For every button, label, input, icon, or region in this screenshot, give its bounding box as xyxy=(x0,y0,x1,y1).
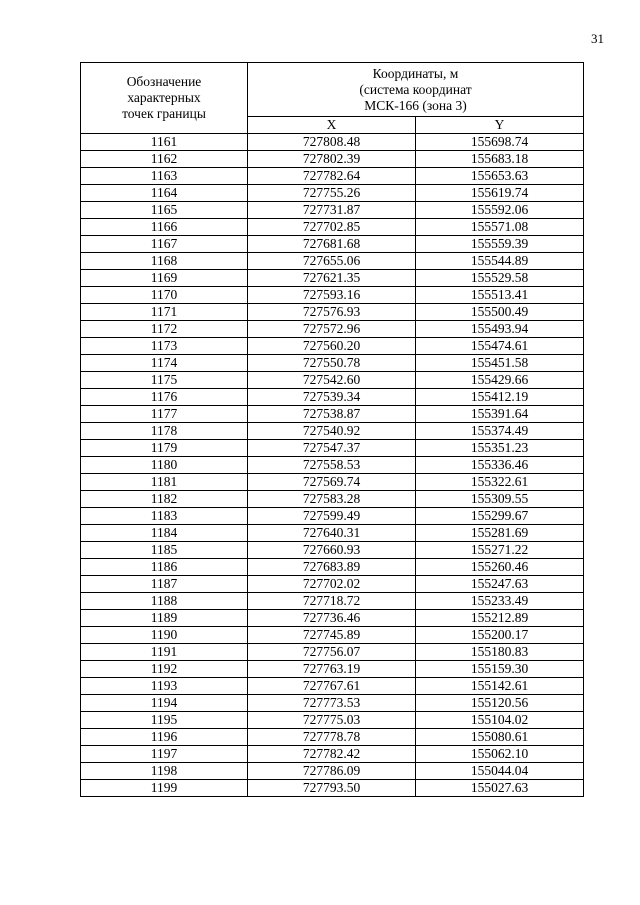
point-id-cell: 1168 xyxy=(81,253,248,270)
y-coordinate-cell: 155212.89 xyxy=(416,610,584,627)
x-coordinate-cell: 727542.60 xyxy=(248,372,416,389)
y-coordinate-cell: 155044.04 xyxy=(416,763,584,780)
y-coordinate-cell: 155544.89 xyxy=(416,253,584,270)
y-coordinate-cell: 155309.55 xyxy=(416,491,584,508)
y-coordinate-cell: 155571.08 xyxy=(416,219,584,236)
point-id-cell: 1192 xyxy=(81,661,248,678)
y-coordinate-cell: 155683.18 xyxy=(416,151,584,168)
point-id-cell: 1182 xyxy=(81,491,248,508)
point-id-cell: 1183 xyxy=(81,508,248,525)
point-id-cell: 1195 xyxy=(81,712,248,729)
x-coordinate-cell: 727755.26 xyxy=(248,185,416,202)
x-coordinate-cell: 727558.53 xyxy=(248,457,416,474)
point-id-cell: 1191 xyxy=(81,644,248,661)
y-coordinate-cell: 155513.41 xyxy=(416,287,584,304)
y-coordinate-cell: 155429.66 xyxy=(416,372,584,389)
table-row xyxy=(81,525,584,542)
x-coordinate-cell: 727681.68 xyxy=(248,236,416,253)
x-coordinate-cell: 727756.07 xyxy=(248,644,416,661)
point-id-cell: 1166 xyxy=(81,219,248,236)
y-coordinate-cell: 155142.61 xyxy=(416,678,584,695)
point-id-cell: 1175 xyxy=(81,372,248,389)
point-id-cell: 1163 xyxy=(81,168,248,185)
table-row xyxy=(81,134,584,151)
x-coordinate-cell: 727786.09 xyxy=(248,763,416,780)
x-coordinate-cell: 727702.02 xyxy=(248,576,416,593)
y-coordinate-cell: 155299.67 xyxy=(416,508,584,525)
y-coordinate-cell: 155080.61 xyxy=(416,729,584,746)
x-coordinate-cell: 727736.46 xyxy=(248,610,416,627)
y-coordinate-cell: 155260.46 xyxy=(416,559,584,576)
y-column-header: Y xyxy=(416,117,584,134)
x-coordinate-cell: 727655.06 xyxy=(248,253,416,270)
table-row xyxy=(81,219,584,236)
table-row xyxy=(81,151,584,168)
x-coordinate-cell: 727763.19 xyxy=(248,661,416,678)
point-id-cell: 1162 xyxy=(81,151,248,168)
point-id-cell: 1164 xyxy=(81,185,248,202)
x-coordinate-cell: 727731.87 xyxy=(248,202,416,219)
x-coordinate-cell: 727569.74 xyxy=(248,474,416,491)
x-coordinate-cell: 727745.89 xyxy=(248,627,416,644)
x-coordinate-cell: 727547.37 xyxy=(248,440,416,457)
x-coordinate-cell: 727718.72 xyxy=(248,593,416,610)
x-coordinate-cell: 727593.16 xyxy=(248,287,416,304)
point-id-cell: 1180 xyxy=(81,457,248,474)
coordinates-column-header xyxy=(248,63,584,117)
table-row xyxy=(81,780,584,797)
point-id-cell: 1179 xyxy=(81,440,248,457)
point-id-cell: 1171 xyxy=(81,304,248,321)
table-row xyxy=(81,304,584,321)
x-coordinate-cell: 727802.39 xyxy=(248,151,416,168)
x-coordinate-cell: 727782.64 xyxy=(248,168,416,185)
y-coordinate-cell: 155351.23 xyxy=(416,440,584,457)
x-coordinate-cell: 727778.78 xyxy=(248,729,416,746)
coordinates-table xyxy=(80,62,584,797)
y-coordinate-cell: 155322.61 xyxy=(416,474,584,491)
y-coordinate-cell: 155200.17 xyxy=(416,627,584,644)
point-id-cell: 1176 xyxy=(81,389,248,406)
x-coordinate-cell: 727808.48 xyxy=(248,134,416,151)
x-coordinate-cell: 727782.42 xyxy=(248,746,416,763)
table-row xyxy=(81,559,584,576)
y-coordinate-cell: 155180.83 xyxy=(416,644,584,661)
point-header-line: Обозначение xyxy=(126,74,202,89)
x-column-header: X xyxy=(248,117,416,134)
y-coordinate-cell: 155120.56 xyxy=(416,695,584,712)
table-row xyxy=(81,185,584,202)
coords-header-line: Координаты, м xyxy=(372,65,459,81)
point-id-cell: 1172 xyxy=(81,321,248,338)
table-row xyxy=(81,661,584,678)
table-row xyxy=(81,491,584,508)
table-row xyxy=(81,389,584,406)
y-coordinate-cell: 155027.63 xyxy=(416,780,584,797)
point-header-line: характерных xyxy=(127,90,201,105)
point-id-cell: 1167 xyxy=(81,236,248,253)
table-row xyxy=(81,287,584,304)
y-coordinate-cell: 155493.94 xyxy=(416,321,584,338)
y-coordinate-cell: 155336.46 xyxy=(416,457,584,474)
x-coordinate-cell: 727773.53 xyxy=(248,695,416,712)
x-coordinate-cell: 727599.49 xyxy=(248,508,416,525)
y-coordinate-cell: 155698.74 xyxy=(416,134,584,151)
y-coordinate-cell: 155451.58 xyxy=(416,355,584,372)
table-row xyxy=(81,338,584,355)
table-row xyxy=(81,678,584,695)
point-id-cell: 1198 xyxy=(81,763,248,780)
y-coordinate-cell: 155159.30 xyxy=(416,661,584,678)
y-coordinate-cell: 155653.63 xyxy=(416,168,584,185)
table-row xyxy=(81,457,584,474)
point-id-cell: 1177 xyxy=(81,406,248,423)
table-row xyxy=(81,593,584,610)
point-id-cell: 1173 xyxy=(81,338,248,355)
table-row xyxy=(81,542,584,559)
table-row xyxy=(81,406,584,423)
y-coordinate-cell: 155271.22 xyxy=(416,542,584,559)
table-body xyxy=(81,134,584,797)
table-row xyxy=(81,440,584,457)
table-row xyxy=(81,508,584,525)
table-row xyxy=(81,355,584,372)
y-coordinate-cell: 155062.10 xyxy=(416,746,584,763)
x-coordinate-cell: 727583.28 xyxy=(248,491,416,508)
point-id-cell: 1184 xyxy=(81,525,248,542)
x-coordinate-cell: 727539.34 xyxy=(248,389,416,406)
x-coordinate-cell: 727640.31 xyxy=(248,525,416,542)
x-coordinate-cell: 727767.61 xyxy=(248,678,416,695)
point-id-cell: 1185 xyxy=(81,542,248,559)
y-coordinate-cell: 155559.39 xyxy=(416,236,584,253)
table-row xyxy=(81,202,584,219)
point-id-cell: 1181 xyxy=(81,474,248,491)
table-row xyxy=(81,321,584,338)
point-id-cell: 1186 xyxy=(81,559,248,576)
y-coordinate-cell: 155281.69 xyxy=(416,525,584,542)
y-coordinate-cell: 155412.19 xyxy=(416,389,584,406)
table-row xyxy=(81,644,584,661)
point-id-cell: 1196 xyxy=(81,729,248,746)
table-row xyxy=(81,763,584,780)
x-coordinate-cell: 727775.03 xyxy=(248,712,416,729)
x-coordinate-cell: 727538.87 xyxy=(248,406,416,423)
y-coordinate-cell: 155391.64 xyxy=(416,406,584,423)
point-id-cell: 1189 xyxy=(81,610,248,627)
y-coordinate-cell: 155592.06 xyxy=(416,202,584,219)
point-id-cell: 1170 xyxy=(81,287,248,304)
x-coordinate-cell: 727540.92 xyxy=(248,423,416,440)
table-row xyxy=(81,729,584,746)
point-id-cell: 1193 xyxy=(81,678,248,695)
x-coordinate-cell: 727660.93 xyxy=(248,542,416,559)
y-coordinate-cell: 155529.58 xyxy=(416,270,584,287)
table-row xyxy=(81,695,584,712)
x-coordinate-cell: 727560.20 xyxy=(248,338,416,355)
point-id-cell: 1199 xyxy=(81,780,248,797)
y-coordinate-cell: 155374.49 xyxy=(416,423,584,440)
y-coordinate-cell: 155233.49 xyxy=(416,593,584,610)
point-id-cell: 1187 xyxy=(81,576,248,593)
page-number: 31 xyxy=(591,31,604,46)
x-coordinate-cell: 727683.89 xyxy=(248,559,416,576)
x-coordinate-cell: 727793.50 xyxy=(248,780,416,797)
point-id-cell: 1194 xyxy=(81,695,248,712)
point-column-header xyxy=(81,63,248,134)
point-id-cell: 1169 xyxy=(81,270,248,287)
table-row xyxy=(81,712,584,729)
y-coordinate-cell: 155500.49 xyxy=(416,304,584,321)
point-id-cell: 1178 xyxy=(81,423,248,440)
table-row xyxy=(81,236,584,253)
table-row xyxy=(81,423,584,440)
table-row xyxy=(81,576,584,593)
table-row xyxy=(81,627,584,644)
coords-header-line: (система координат xyxy=(359,81,472,97)
point-id-cell: 1197 xyxy=(81,746,248,763)
table-row xyxy=(81,168,584,185)
x-coordinate-cell: 727621.35 xyxy=(248,270,416,287)
y-coordinate-cell: 155619.74 xyxy=(416,185,584,202)
table-row xyxy=(81,746,584,763)
table-row xyxy=(81,474,584,491)
point-id-cell: 1188 xyxy=(81,593,248,610)
coords-header-line: МСК-166 (зона 3) xyxy=(364,97,467,113)
x-coordinate-cell: 727576.93 xyxy=(248,304,416,321)
x-coordinate-cell: 727550.78 xyxy=(248,355,416,372)
y-coordinate-cell: 155104.02 xyxy=(416,712,584,729)
point-id-cell: 1190 xyxy=(81,627,248,644)
x-coordinate-cell: 727572.96 xyxy=(248,321,416,338)
y-coordinate-cell: 155474.61 xyxy=(416,338,584,355)
point-id-cell: 1161 xyxy=(81,134,248,151)
table-row xyxy=(81,610,584,627)
point-id-cell: 1165 xyxy=(81,202,248,219)
point-id-cell: 1174 xyxy=(81,355,248,372)
y-coordinate-cell: 155247.63 xyxy=(416,576,584,593)
table-row xyxy=(81,270,584,287)
table-row xyxy=(81,253,584,270)
table-row xyxy=(81,372,584,389)
x-coordinate-cell: 727702.85 xyxy=(248,219,416,236)
point-header-line: точек границы xyxy=(122,106,206,121)
